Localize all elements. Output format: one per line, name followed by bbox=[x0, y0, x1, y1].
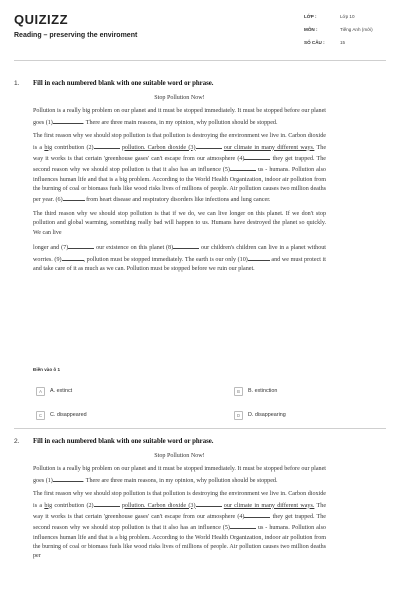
question-2 bbox=[14, 438, 386, 600]
meta-count-label: SỐ CÂU : bbox=[304, 40, 325, 45]
passage-paragraph: Pollution is a really big problem on our planet and it must be stopped immediately. It must be stopped before our planet goes (1) . There are three main reasons, in my opinion, why pollution should be stopped. bbox=[33, 108, 326, 126]
question-prompt: Fill in each numbered blank with one suitable word or phrase. bbox=[33, 80, 214, 87]
meta-subject-label: MÔN : bbox=[304, 27, 318, 32]
blank-2 bbox=[94, 500, 120, 507]
quizizz-logo: QUIZIZZ bbox=[14, 12, 69, 27]
option-b-letter: B bbox=[234, 387, 243, 396]
header-divider bbox=[14, 60, 386, 61]
question-prompt: Fill in each numbered blank with one suitable word or phrase. bbox=[33, 438, 214, 445]
blank-9 bbox=[62, 254, 84, 261]
option-b[interactable] bbox=[234, 386, 277, 396]
passage-paragraph: longer and (7) our existence on this planet (8) our children's children can live in a planet without worries. (9) , pollution must be stopped immediately. The earth is our only (10) and we must protect it and take care of it as much as we can. Pollution must be stopped before we ruin our planet. bbox=[33, 242, 326, 274]
meta-subject-value: Tiếng Anh (mới) bbox=[340, 27, 373, 32]
meta-subject-row bbox=[304, 27, 373, 40]
option-a-letter: A bbox=[36, 387, 45, 396]
blank-7 bbox=[68, 242, 94, 249]
blank-3 bbox=[196, 142, 222, 149]
reading-passage bbox=[33, 94, 326, 279]
passage-title: Stop Pollution Now! bbox=[154, 453, 205, 459]
question-number: 2. bbox=[14, 438, 20, 445]
blank-8 bbox=[173, 242, 199, 249]
blank-5 bbox=[230, 164, 256, 171]
passage-paragraph: The first reason why we should stop pollution is that pollution is destroying the environment we live in. Carbon dioxide is a big contribution (2) pollution. Carbon dioxide (3) our climate in many different ways. The way it works is that certain 'greenhouse gases' can't escape from our atmosphere (4) they get trapped. The second reason why we should stop pollution is that it also has an influence (5) us - humans. Pollution also influences human life and that is a big problem. According to the World Health Organization, indoor air pollution from the burning of coal or biomass fuels like wood risks lives of millions of people. Air pollution causes two million deaths per year. (6) from heart disease and respiratory disorders like infections and lung cancer. bbox=[33, 133, 327, 204]
question-1 bbox=[14, 80, 386, 440]
option-c-text: C. disappeared bbox=[50, 412, 87, 418]
blank-5 bbox=[230, 522, 256, 529]
blank-3 bbox=[196, 500, 222, 507]
meta-class-row bbox=[304, 14, 373, 27]
passage-title: Stop Pollution Now! bbox=[154, 95, 205, 101]
blank-1 bbox=[53, 117, 83, 124]
answer-options bbox=[33, 386, 383, 426]
meta-count-row bbox=[304, 40, 373, 53]
option-b-text: B. extinction bbox=[248, 388, 278, 394]
option-a-text: A. extinct bbox=[50, 388, 73, 394]
worksheet-header bbox=[0, 0, 400, 62]
question-number: 1. bbox=[14, 80, 20, 87]
reading-passage bbox=[33, 452, 326, 566]
blank-6 bbox=[63, 194, 85, 201]
option-d-text: D. disappearing bbox=[248, 412, 286, 418]
meta-count-value: 15 bbox=[340, 40, 346, 45]
blank-1 bbox=[53, 475, 83, 482]
blank-2 bbox=[94, 142, 120, 149]
meta-class-value: Lớp 10 bbox=[340, 14, 355, 19]
option-a[interactable] bbox=[36, 386, 72, 396]
blank-4 bbox=[244, 511, 270, 518]
option-c[interactable] bbox=[36, 410, 87, 420]
fill-in-label: Điền vào ô 1 bbox=[33, 367, 61, 372]
worksheet-title: Reading – preserving the enviroment bbox=[14, 32, 138, 39]
passage-paragraph: The third reason why we should stop pollution is that if we do, we can live longer on this planet. If we don't stop pollution and global warming, something really bad will happen to us. Humans have destroyed the planet so quickly. We can live bbox=[33, 210, 326, 236]
option-c-letter: C bbox=[36, 411, 45, 420]
passage-paragraph: The first reason why we should stop pollution is that pollution is destroying the environment we live in. Carbon dioxide is a big contribution (2) pollution. Carbon dioxide (3) our climate in many different ways. The way it works is that certain 'greenhouse gases' can't escape from our atmosphere (4) they get trapped. The second reason why we should stop pollution is that it also has an influence (5) us - humans. Pollution also influences human life and that is a big problem. According to the World Health Organization, indoor air pollution from the burning of coal or biomass fuels like wood risks lives of millions of people. Air pollution causes two million deaths per bbox=[33, 491, 327, 560]
option-d-letter: D bbox=[234, 411, 243, 420]
blank-4 bbox=[244, 153, 270, 160]
worksheet-meta bbox=[304, 14, 373, 53]
passage-paragraph: Pollution is a really big problem on our planet and it must be stopped immediately. It must be stopped before our planet goes (1) . There are three main reasons, in my opinion, why pollution should be stopped. bbox=[33, 466, 326, 484]
meta-class-label: LỚP : bbox=[304, 14, 317, 19]
option-d[interactable] bbox=[234, 410, 286, 420]
blank-10 bbox=[248, 254, 270, 261]
question-divider bbox=[14, 428, 386, 429]
